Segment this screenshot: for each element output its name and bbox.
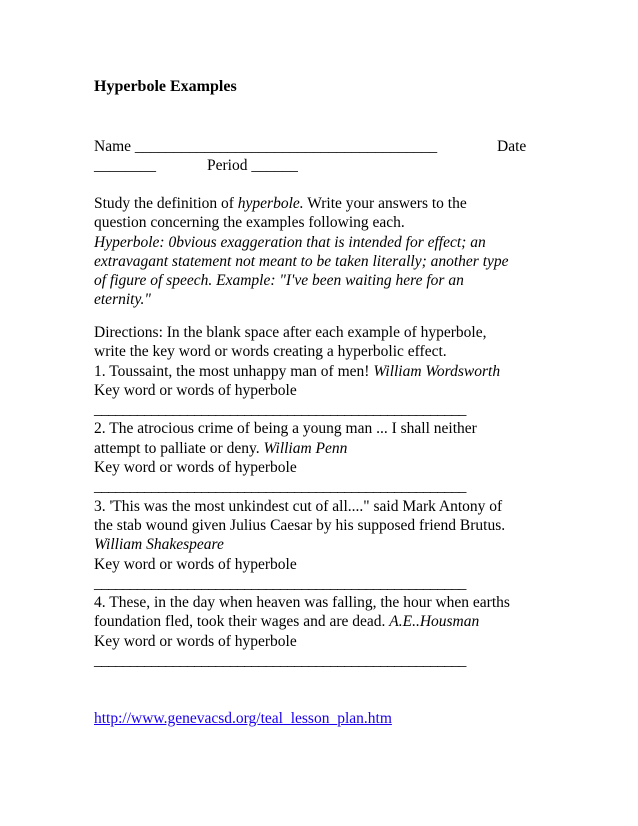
example-3-answer-label: Key word or words of hyperbole: [94, 555, 297, 573]
directions-line-2: write the key word or words creating a hyperbolic effect.: [94, 343, 447, 361]
name-field-label: Name _______________________________________: [94, 138, 438, 155]
definition-line-4: eternity.": [94, 291, 151, 309]
period-field-label: Period ______: [207, 157, 298, 175]
example-4-text-line-1: 4. These, in the day when heaven was falling, the hour when earths: [94, 594, 510, 612]
definition-line-2: extravagant statement not meant to be taken literally; another type: [94, 252, 509, 270]
definition-line-1: Hyperbole: 0bvious exaggeration that is intended for effect; an: [94, 233, 486, 251]
example-3-text-line-1: 3. 'This was the most unkindest cut of all...." said Mark Antony of: [94, 497, 503, 515]
example-4-text-line-2: foundation fled, took their wages and are dead. A.E..Housman: [94, 613, 480, 631]
example-2-answer-label: Key word or words of hyperbole: [94, 459, 297, 477]
term-hyperbole: hyperbole.: [237, 195, 304, 212]
page-title: Hyperbole Examples: [94, 78, 237, 95]
student-info: [94, 137, 544, 176]
example-1-author: William Wordsworth: [373, 362, 501, 380]
directions-section: [94, 323, 544, 670]
example-4-author: A.E..Housman: [389, 613, 480, 631]
example-3-author: William Shakespeare: [94, 536, 224, 554]
definition-line-3: of figure of speech. Example: "I've been waiting here for an: [94, 272, 464, 290]
example-4-answer-label: Key word or words of hyperbole: [94, 632, 297, 650]
example-2-author: William Penn: [263, 439, 348, 457]
example-2-text-line-1: 2. The atrocious crime of being a young man ... I shall neither: [94, 420, 477, 438]
example-1-answer-label: Key word or words of hyperbole: [94, 381, 297, 399]
example-1-text: 1. Toussaint, the most unhappy man of men! William Wordsworth: [94, 362, 501, 380]
source-link[interactable]: http://www.genevacsd.org/teal_lesson_plan.htm: [94, 710, 392, 727]
example-2-answer-blank: ____________________________________________________: [94, 478, 466, 496]
directions-line-1: Directions: In the blank space after each example of hyperbole,: [94, 324, 487, 341]
intro-line-2: question concerning the examples following each.: [94, 214, 405, 232]
date-field-label: Date: [497, 138, 527, 155]
example-3-text-line-2: the stab wound given Julius Caesar by his supposed friend Brutus.: [94, 516, 506, 534]
example-2-text-line-2: attempt to palliate or deny. William Penn: [94, 439, 348, 457]
example-3-answer-blank: ____________________________________________________: [94, 574, 466, 592]
intro-section: [94, 194, 544, 310]
example-4-answer-blank: ____________________________________________________: [94, 652, 466, 670]
intro-line-1: Study the definition of hyperbole. Write your answers to the: [94, 195, 467, 212]
date-field-blank: ________: [94, 157, 156, 175]
example-1-answer-blank: ____________________________________________________: [94, 401, 466, 419]
